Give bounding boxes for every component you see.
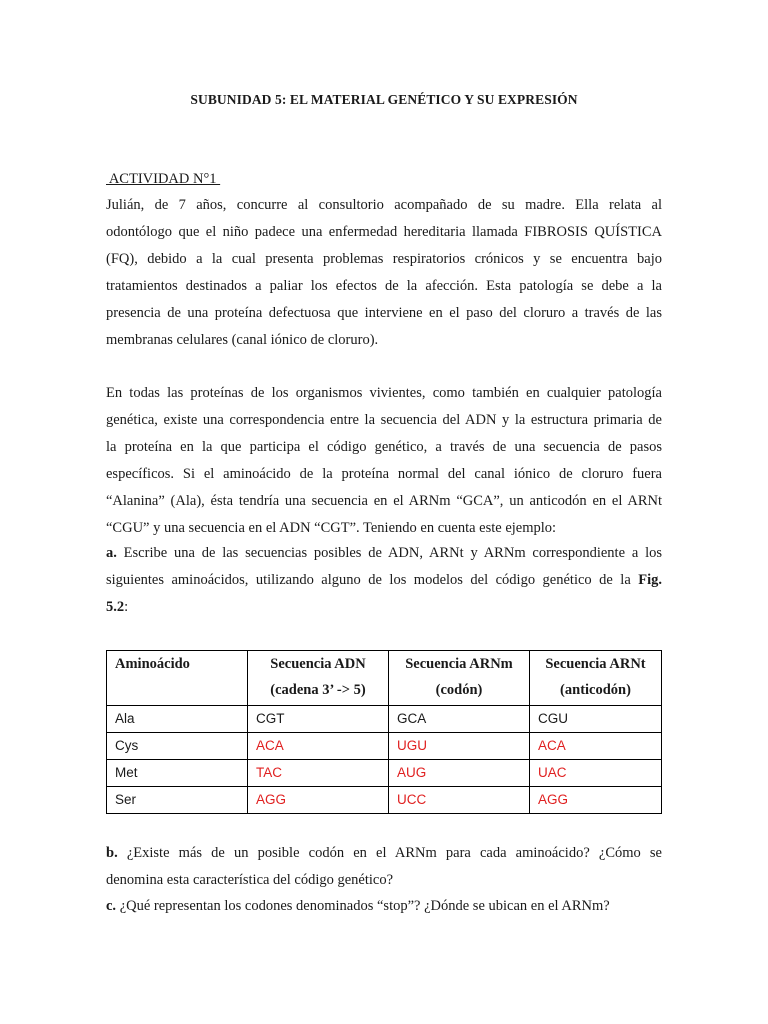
paragraph-line: (FQ), debido a la cual presenta problemas respiratorios crónicos y se encuentra bajo: [106, 251, 662, 267]
question-b-text: ¿Existe más de un posible codón en el ARNm para cada aminoácido? ¿Cómo se: [117, 845, 662, 861]
cell-trna: ACA: [530, 733, 662, 760]
question-b-label: b.: [106, 845, 118, 861]
question-a-line: [106, 540, 662, 567]
table-row: [107, 787, 662, 814]
paragraph-line: presencia de una proteína defectuosa que interviene en el paso del cloruro a través de las: [106, 305, 662, 321]
cell-aminoacid: Ser: [107, 787, 248, 814]
cell-dna: AGG: [248, 787, 389, 814]
question-b: [106, 840, 662, 894]
question-b-line: [106, 867, 662, 894]
table-row: [107, 706, 662, 733]
table-row: [107, 733, 662, 760]
paragraph-explanation: [106, 380, 662, 542]
cell-mrna: GCA: [389, 706, 530, 733]
cell-mrna: UCC: [389, 787, 530, 814]
paragraph-case: [106, 192, 662, 354]
paragraph-line: tratamientos destinados a paliar los efectos de la afección. Esta patología se debe a la: [106, 278, 662, 294]
cell-trna: AGG: [530, 787, 662, 814]
paragraph-line: específicos. Si el aminoácido de la proteína normal del canal iónico de cloruro fuera: [106, 466, 662, 482]
question-a-colon: :: [124, 599, 129, 615]
question-c-line: [106, 893, 662, 920]
paragraph-line: “CGU” y una secuencia en el ADN “CGT”. Teniendo en cuenta este ejemplo:: [106, 520, 557, 536]
question-a-label: a.: [106, 545, 117, 561]
codon-table: [106, 650, 662, 814]
paragraph-line: Julián, de 7 años, concurre al consultorio acompañado de su madre. Ella relata al: [106, 197, 662, 213]
question-a-line: [106, 594, 662, 621]
paragraph-line: odontólogo que el niño padece una enfermedad hereditaria llamada FIBROSIS QUÍSTICA: [106, 224, 662, 240]
question-c-label: c.: [106, 898, 117, 914]
question-a-text: siguientes aminoácidos, utilizando alguno de los modelos del código genético de la: [106, 572, 639, 588]
cell-dna: CGT: [248, 706, 389, 733]
paragraph-line: genética, existe una correspondencia entre la secuencia del ADN y la estructura primaria de: [106, 412, 662, 428]
question-c-text: ¿Qué representan los codones denominados “stop”? ¿Dónde se ubican en el ARNm?: [116, 898, 610, 914]
header-mrna: Secuencia ARNm (codón): [389, 651, 530, 706]
activity-heading: ACTIVIDAD N°1: [106, 171, 221, 187]
table-header-row: [107, 651, 662, 706]
cell-mrna: AUG: [389, 760, 530, 787]
cell-aminoacid: Ala: [107, 706, 248, 733]
question-b-text: denomina esta característica del código genético?: [106, 872, 394, 888]
cell-dna: ACA: [248, 733, 389, 760]
question-a-line: [106, 567, 662, 594]
cell-dna: TAC: [248, 760, 389, 787]
cell-mrna: UGU: [389, 733, 530, 760]
paragraph-line: “Alanina” (Ala), ésta tendría una secuencia en el ARNm “GCA”, un anticodón en el ARNt: [106, 493, 662, 509]
question-b-line: [106, 840, 662, 867]
cell-aminoacid: Met: [107, 760, 248, 787]
paragraph-line: En todas las proteínas de los organismos vivientes, como también en cualquier patología: [106, 385, 662, 401]
question-c: [106, 893, 662, 920]
table-row: [107, 760, 662, 787]
header-dna: Secuencia ADN (cadena 3’ -> 5): [248, 651, 389, 706]
figure-reference: Fig.: [638, 572, 662, 588]
header-trna: Secuencia ARNt (anticodón): [530, 651, 662, 706]
question-a: [106, 540, 662, 621]
cell-aminoacid: Cys: [107, 733, 248, 760]
cell-trna: CGU: [530, 706, 662, 733]
header-aminoacid: Aminoácido: [107, 651, 248, 706]
question-a-text: Escribe una de las secuencias posibles de ADN, ARNt y ARNm correspondiente a los: [116, 545, 662, 561]
paragraph-line: la proteína en la que participa el código genético, a través de una secuencia de pasos: [106, 439, 662, 455]
cell-trna: UAC: [530, 760, 662, 787]
document-title: SUBUNIDAD 5: EL MATERIAL GENÉTICO Y SU EXPRESIÓN: [190, 92, 578, 107]
paragraph-line: membranas celulares (canal iónico de cloruro).: [106, 332, 379, 348]
figure-number: 5.2: [106, 599, 125, 615]
